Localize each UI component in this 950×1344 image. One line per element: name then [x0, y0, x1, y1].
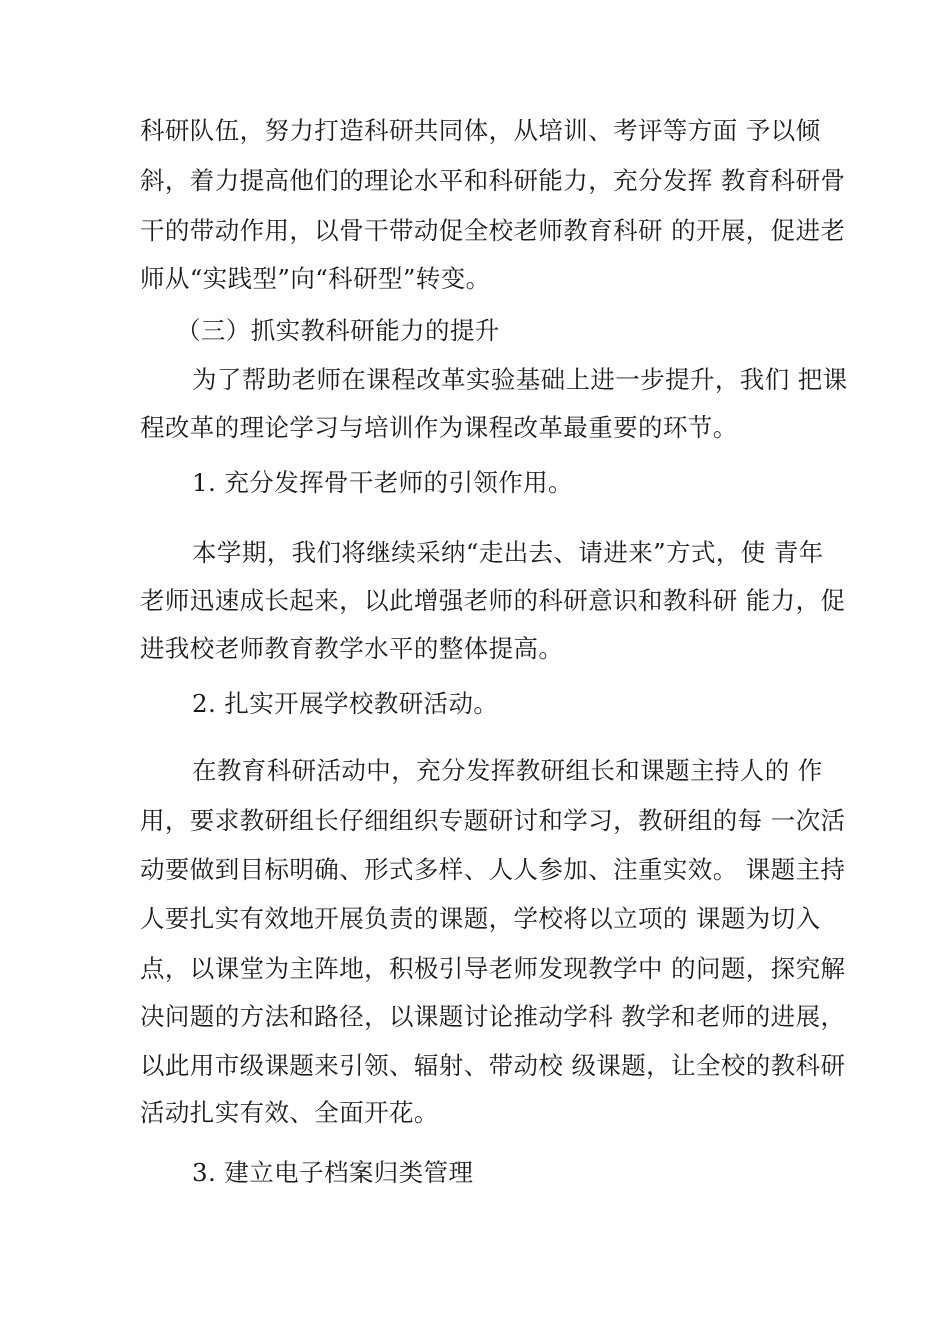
body-text-line: 人要扎实有效地开展负责的课题，学校将以立项的 课题为切入: [140, 904, 821, 933]
body-text-line: 决问题的方法和路径，以课题讨论推动学科 教学和老师的进展，: [140, 1002, 846, 1031]
body-text-line: 科研队伍，努力打造科研共同体，从培训、考评等方面 予以倾: [140, 116, 821, 145]
body-text-line: 进我校老师教育教学水平的整体提高。: [140, 634, 564, 663]
body-text-line: 老师迅速成长起来，以此增强老师的科研意识和教科研 能力，促: [140, 586, 846, 615]
body-text-line: 以此用市级课题来引领、辐射、带动校 级课题，让全校的教科研: [140, 1051, 846, 1080]
body-text-line: 动要做到目标明确、形式多样、人人参加、注重实效。 课题主持: [140, 855, 846, 884]
body-text-line: 程改革的理论学习与培训作为课程改革最重要的环节。: [140, 413, 738, 442]
body-text-line: 斜，着力提高他们的理论水平和科研能力，充分发挥 教育科研骨: [140, 166, 846, 195]
body-text-line: 师从“实践型”向“科研型”转变。: [140, 264, 491, 293]
numbered-heading: 3. 建立电子档案归类管理: [192, 1158, 474, 1187]
body-text-line: 活动扎实有效、全面开花。: [140, 1098, 439, 1127]
body-text-line: 干的带动作用，以骨干带动促全校老师教育科研 的开展，促进老: [140, 216, 846, 245]
body-text-line: 用，要求教研组长仔细组织专题研讨和学习，教研组的每 一次活: [140, 806, 846, 835]
numbered-heading: 1. 充分发挥骨干老师的引领作用。: [192, 468, 573, 497]
section-heading: （三）抓实教科研能力的提升: [176, 316, 500, 345]
body-text-line: 在教育科研活动中，充分发挥教研组长和课题主持人的 作: [192, 756, 823, 785]
body-text-line: 为了帮助老师在课程改革实验基础上进一步提升，我们 把课: [192, 365, 848, 394]
body-text-line: 本学期，我们将继续采纳“走出去、请进来”方式，使 青年: [192, 538, 824, 567]
numbered-heading: 2. 扎实开展学校教研活动。: [192, 689, 499, 718]
body-text-line: 点，以课堂为主阵地，积极引导老师发现教学中 的问题，探究解: [140, 954, 846, 983]
